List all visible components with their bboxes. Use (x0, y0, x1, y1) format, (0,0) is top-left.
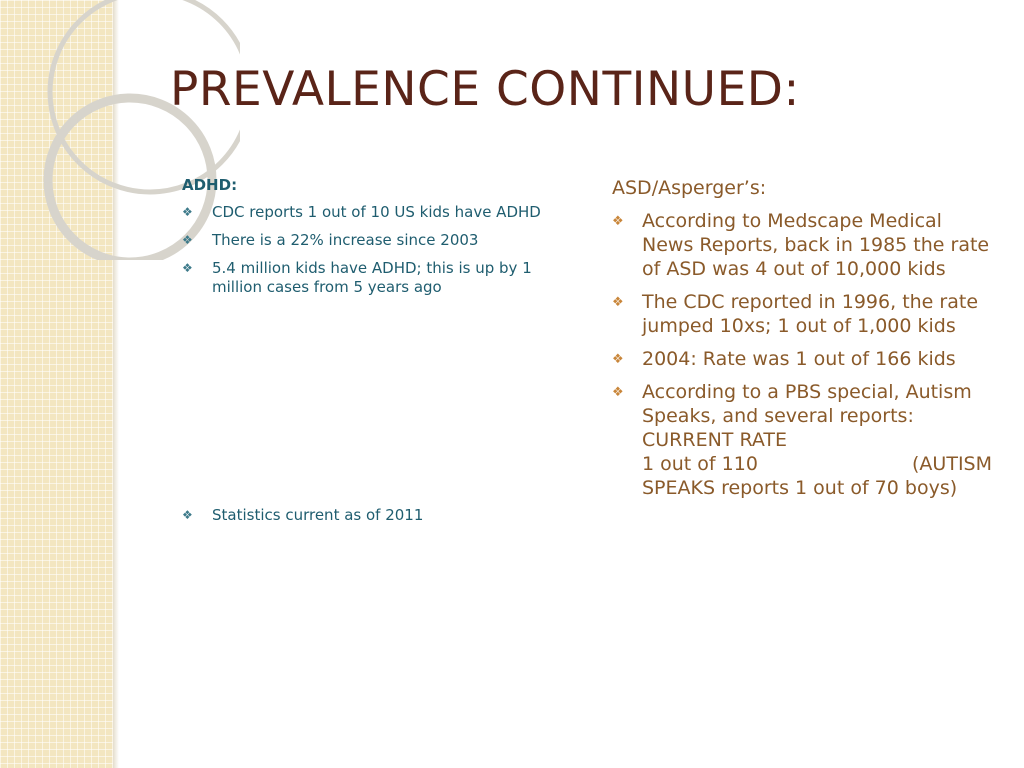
adhd-bullet-list (180, 203, 570, 297)
diamond-bullet-icon: ❖ (612, 352, 624, 367)
asd-bullet-list (612, 209, 997, 500)
bullet-text: The CDC reported in 1996, the rate jumped 10xs; 1 out of 1,000 kids (642, 291, 979, 337)
adhd-heading: ADHD: (182, 176, 238, 194)
diamond-bullet-icon: ❖ (182, 205, 193, 219)
current-rate-value: 1 out of 110 (642, 453, 758, 475)
footnote-text: Statistics current as of 2011 (212, 506, 424, 524)
bullet-text: There is a 22% increase since 2003 (212, 231, 479, 249)
bullet-text: CDC reports 1 out of 10 US kids have ADHD (212, 203, 541, 221)
list-item (180, 203, 570, 222)
current-rate-intro: According to a PBS special, Autism Speaks, and several reports: CURRENT RATE (642, 381, 972, 451)
asd-heading: ASD/Asperger’s: (612, 177, 767, 199)
adhd-section (180, 176, 570, 306)
list-item (180, 506, 570, 525)
diamond-bullet-icon: ❖ (182, 508, 193, 522)
slide-title: PREVALENCE CONTINUED: (170, 62, 800, 117)
bullet-text: 2004: Rate was 1 out of 166 kids (642, 348, 956, 370)
list-item (180, 259, 570, 297)
current-rate-block (642, 380, 997, 500)
current-rate-line (642, 452, 992, 476)
adhd-footnote (180, 506, 570, 534)
diamond-bullet-icon: ❖ (612, 295, 624, 310)
diamond-bullet-icon: ❖ (182, 233, 193, 247)
list-item (612, 380, 997, 500)
autism-speaks-note: SPEAKS reports 1 out of 70 boys) (642, 477, 958, 499)
diamond-bullet-icon: ❖ (612, 385, 624, 400)
list-item (180, 231, 570, 250)
autism-speaks-note-start: (AUTISM (912, 453, 992, 475)
diamond-bullet-icon: ❖ (182, 261, 193, 275)
list-item (612, 290, 997, 338)
diamond-bullet-icon: ❖ (612, 214, 624, 229)
bullet-text: According to Medscape Medical News Reports, back in 1985 the rate of ASD was 4 out of 10,000 kids (642, 210, 990, 280)
footnote-list (180, 506, 570, 525)
list-item (612, 209, 997, 281)
list-item (612, 347, 997, 371)
bullet-text: 5.4 million kids have ADHD; this is up by 1 million cases from 5 years ago (212, 259, 532, 296)
asd-section (612, 176, 997, 509)
